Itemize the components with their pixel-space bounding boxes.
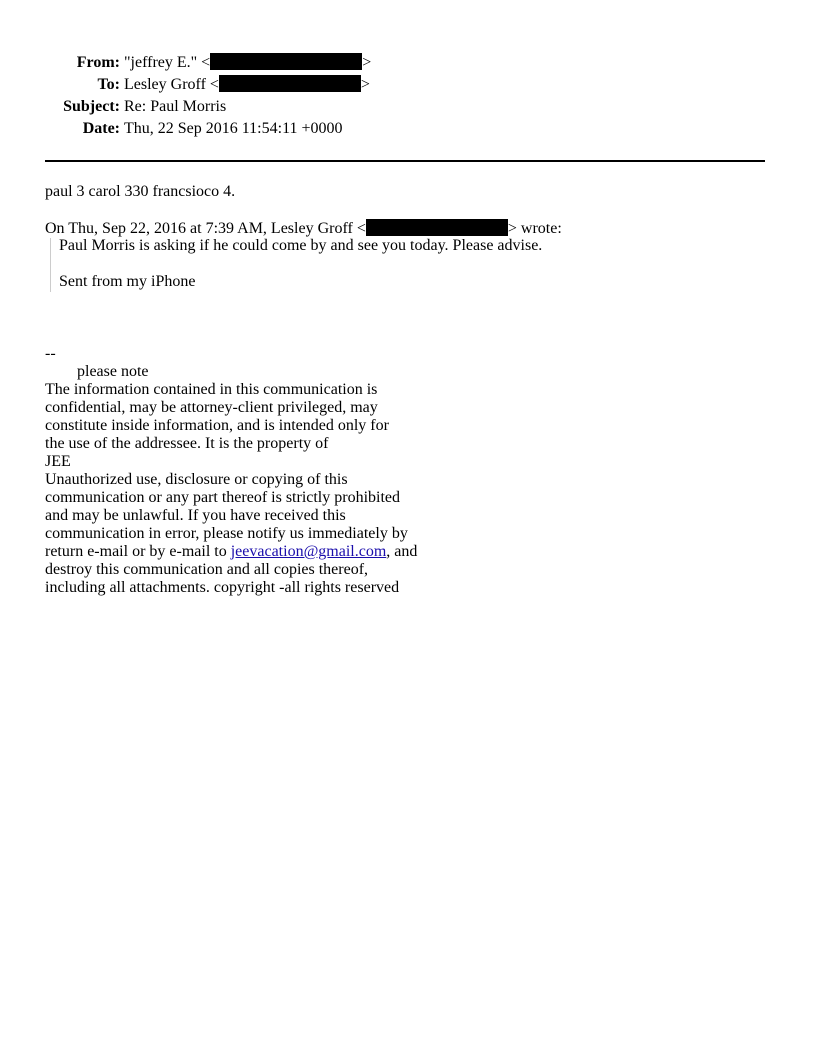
signature-line: the use of the addressee. It is the property of [45,435,329,452]
signature-line: communication in error, please notify us immediately by [45,525,408,542]
signature-line: constitute inside information, and is intended only for [45,417,389,434]
signature-line: including all attachments. copyright -all rights reserved [45,579,400,596]
email-link[interactable]: jeevacation@gmail.com [230,543,387,560]
date-label: Date: [82,120,120,137]
signature-note: please note [77,363,149,380]
redacted-email [219,75,361,92]
quote-line: Paul Morris is asking if he could come by and see you today. Please advise. [59,237,543,254]
subject-value: Re: Paul Morris [124,98,227,115]
signature-dashes: -- [45,345,56,362]
redacted-email [366,219,508,236]
subject-row [0,96,120,118]
date-row [0,118,120,140]
signature-line: destroy this communication and all copies thereof, [45,561,369,578]
header-divider [45,160,765,162]
signature-line: communication or any part thereof is strictly prohibited [45,489,401,506]
quote-bar [50,238,51,292]
from-value: "jeffrey E." < > [124,54,372,71]
signature-email-line: return e-mail or by e-mail to jeevacation@gmail.com, and [45,543,418,560]
to-row [0,74,120,96]
redacted-email [210,53,362,70]
signature-line: The information contained in this communication is [45,381,378,398]
quote-line: Sent from my iPhone [59,273,196,290]
reply-text: paul 3 carol 330 francsioco 4. [45,183,236,200]
from-row [0,52,120,74]
to-label: To: [97,76,120,93]
to-value: Lesley Groff < > [124,76,370,93]
subject-label: Subject: [63,98,120,115]
signature-line: confidential, may be attorney-client privileged, may [45,399,378,416]
from-label: From: [76,54,120,71]
signature-block [45,345,417,597]
signature-line: JEE [45,453,71,470]
quote-attribution: On Thu, Sep 22, 2016 at 7:39 AM, Lesley Groff < > wrote: [45,220,562,237]
signature-line: Unauthorized use, disclosure or copying of this [45,471,348,488]
signature-line: and may be unlawful. If you have received this [45,507,346,524]
date-value: Thu, 22 Sep 2016 11:54:11 +0000 [124,120,343,137]
